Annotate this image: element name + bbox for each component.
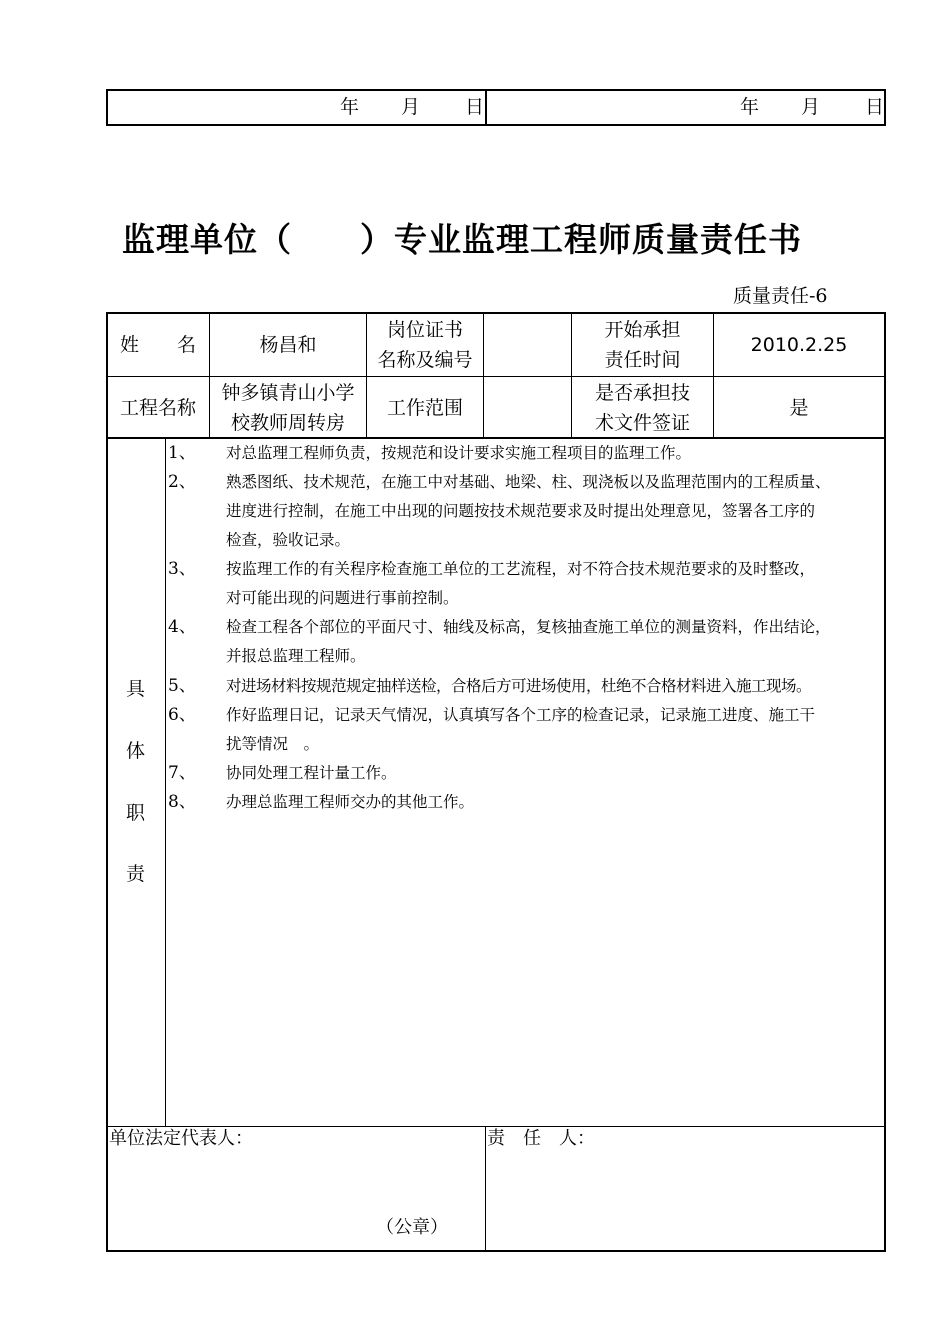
duty-line: 按监理工作的有关程序检查施工单位的工艺流程，对不符合技术规范要求的及时整改，	[226, 560, 816, 578]
duty-line: 并报总监理工程师。	[226, 647, 366, 665]
duty-line: 作好监理日记，记录天气情况，认真填写各个工序的检查记录，记录施工进度、施工干	[226, 706, 816, 724]
project-value-line2: 校教师周转房	[230, 411, 345, 434]
top-date-row	[106, 89, 886, 126]
duties-label-3: 职	[126, 802, 146, 824]
start-value: 2010.2.25	[750, 333, 848, 356]
scope-label: 工作范围	[386, 396, 463, 419]
cert-label-line1: 岗位证书	[386, 318, 463, 341]
scope-value	[484, 377, 571, 438]
duties-label-1: 具	[126, 678, 146, 700]
duty-line: 扰等情况 。	[226, 735, 320, 753]
duty-number: 8、	[168, 792, 196, 812]
duty-number: 7、	[168, 763, 196, 783]
duty-number: 1、	[168, 443, 196, 463]
duty-line: 协同处理工程计量工作。	[226, 764, 397, 782]
cert-label	[367, 313, 483, 376]
page-title: 监理单位（ ）专业监理工程师质量责任书	[122, 220, 802, 259]
duty-line: 进度进行控制，在施工中出现的问题按技术规范要求及时提出处理意见，签署各工序的	[226, 502, 816, 520]
responsible-person-label: 责 任 人：	[487, 1128, 595, 1149]
duty-number: 6、	[168, 705, 196, 725]
right-year: 年	[740, 96, 760, 118]
project-value-line1: 钟多镇青山小学	[221, 381, 355, 404]
duties-label-4: 责	[126, 863, 146, 885]
duty-line: 对可能出现的问题进行事前控制。	[226, 589, 459, 607]
duty-line: 检查，验收记录。	[226, 531, 351, 549]
tech-label	[572, 377, 713, 438]
legal-rep-label: 单位法定代表人：	[109, 1128, 253, 1149]
duty-number: 2、	[168, 472, 196, 492]
start-label-line2: 责任时间	[604, 348, 681, 371]
project-label: 工程名称	[119, 396, 196, 419]
duties-label-2: 体	[126, 740, 146, 762]
name-value: 杨昌和	[259, 333, 317, 356]
cert-label-line2: 名称及编号	[377, 348, 473, 371]
project-value	[210, 377, 366, 438]
document-number: 质量责任-6	[733, 285, 828, 307]
right-month: 月	[801, 96, 821, 118]
tech-value: 是	[789, 396, 809, 419]
start-label-line1: 开始承担	[604, 318, 681, 341]
right-day: 日	[865, 96, 885, 118]
duty-line: 办理总监理工程师交办的其他工作。	[226, 793, 475, 811]
tech-label-line1: 是否承担技	[594, 381, 690, 404]
duty-line: 对进场材料按规范规定抽样送检，合格后方可进场使用，杜绝不合格材料进入施工现场。	[226, 677, 812, 695]
duty-line: 检查工程各个部位的平面尺寸、轴线及标高，复核抽查施工单位的测量资料，作出结论，	[226, 618, 831, 636]
left-month: 月	[401, 96, 421, 118]
left-day: 日	[465, 96, 485, 118]
duty-line: 熟悉图纸、技术规范，在施工中对基础、地梁、柱、现浇板以及监理范围内的工程质量、	[226, 473, 831, 491]
start-label	[572, 313, 713, 376]
duty-number: 3、	[168, 559, 196, 579]
duty-number: 5、	[168, 676, 196, 696]
seal-label: （公章）	[376, 1217, 448, 1238]
duty-line: 对总监理工程师负责，按规范和设计要求实施工程项目的监理工作。	[226, 444, 692, 462]
cert-value	[484, 313, 571, 376]
name-label: 姓 名	[119, 333, 196, 356]
duty-number: 4、	[168, 617, 196, 637]
left-year: 年	[340, 96, 360, 118]
tech-label-line2: 术文件签证	[594, 411, 690, 434]
